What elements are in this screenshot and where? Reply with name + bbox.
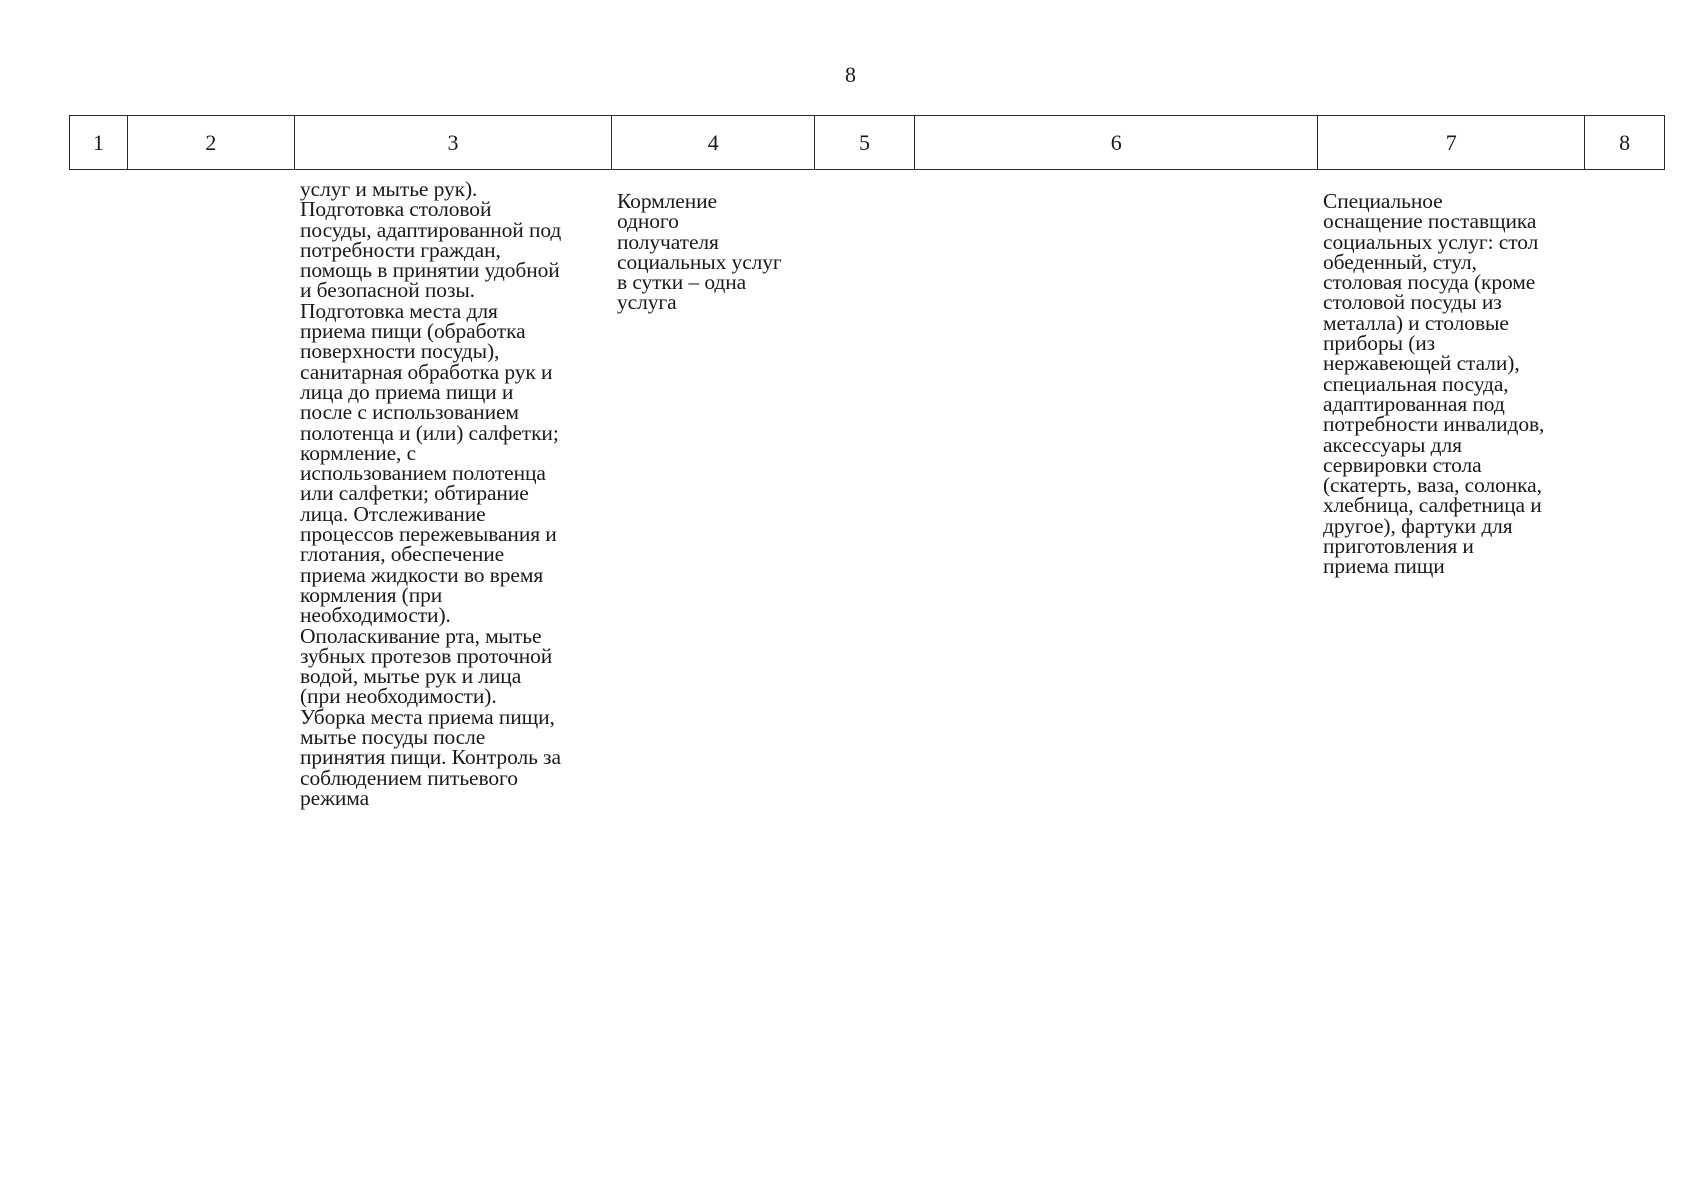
equipment-text: Специальное оснащение поставщика социальных услуг: стол обеденный, стул, столовая посуда (кроме столовой посуды из металла) и столовые приборы (из нержавеющей стали), специальная посуда, адаптированная под потребности инвалидов, аксессуары для сервировки стола (скатерть, ваза, солонка, хлебница, салфетница и другое), фартуки для приготовления и приема пищи [1323,189,1545,579]
header-cell-5: 5 [815,116,915,169]
table-header-row [69,115,1665,170]
header-cell-3: 3 [295,116,613,169]
header-cell-6: 6 [915,116,1319,169]
page-number: 8 [845,62,856,87]
service-description-text: услуг и мытье рук). Подготовка столовой посуды, адаптированной под потребности граждан, помощь в принятии удобной и безопасной позы. Подготовка места для приема пищи (обработка поверхности посуды), санитарная обработка рук и лица до приема пищи и после с использованием полотенца и (или) салфетки; кормление, с использованием полотенца или салфетки; обтирание лица. Отслеживание процессов пережевывания и глотания, обеспечение приема жидкости во время кормления (при необходимости). Ополаскивание рта, мытье зубных протезов проточной водой, мытье рук и лица (при необходимости). Уборка места приема пищи, мытье посуды после принятия пищи. Контроль за соблюдением питьевого режима [300,177,562,810]
header-cell-4: 4 [612,116,815,169]
header-cell-2: 2 [128,116,295,169]
service-volume-text: Кормление одного получателя социальных услуг в сутки – одна услуга [617,189,782,315]
header-cell-8: 8 [1619,129,1631,155]
header-cell-7: 7 [1318,116,1585,169]
header-cell-1: 1 [70,116,128,169]
